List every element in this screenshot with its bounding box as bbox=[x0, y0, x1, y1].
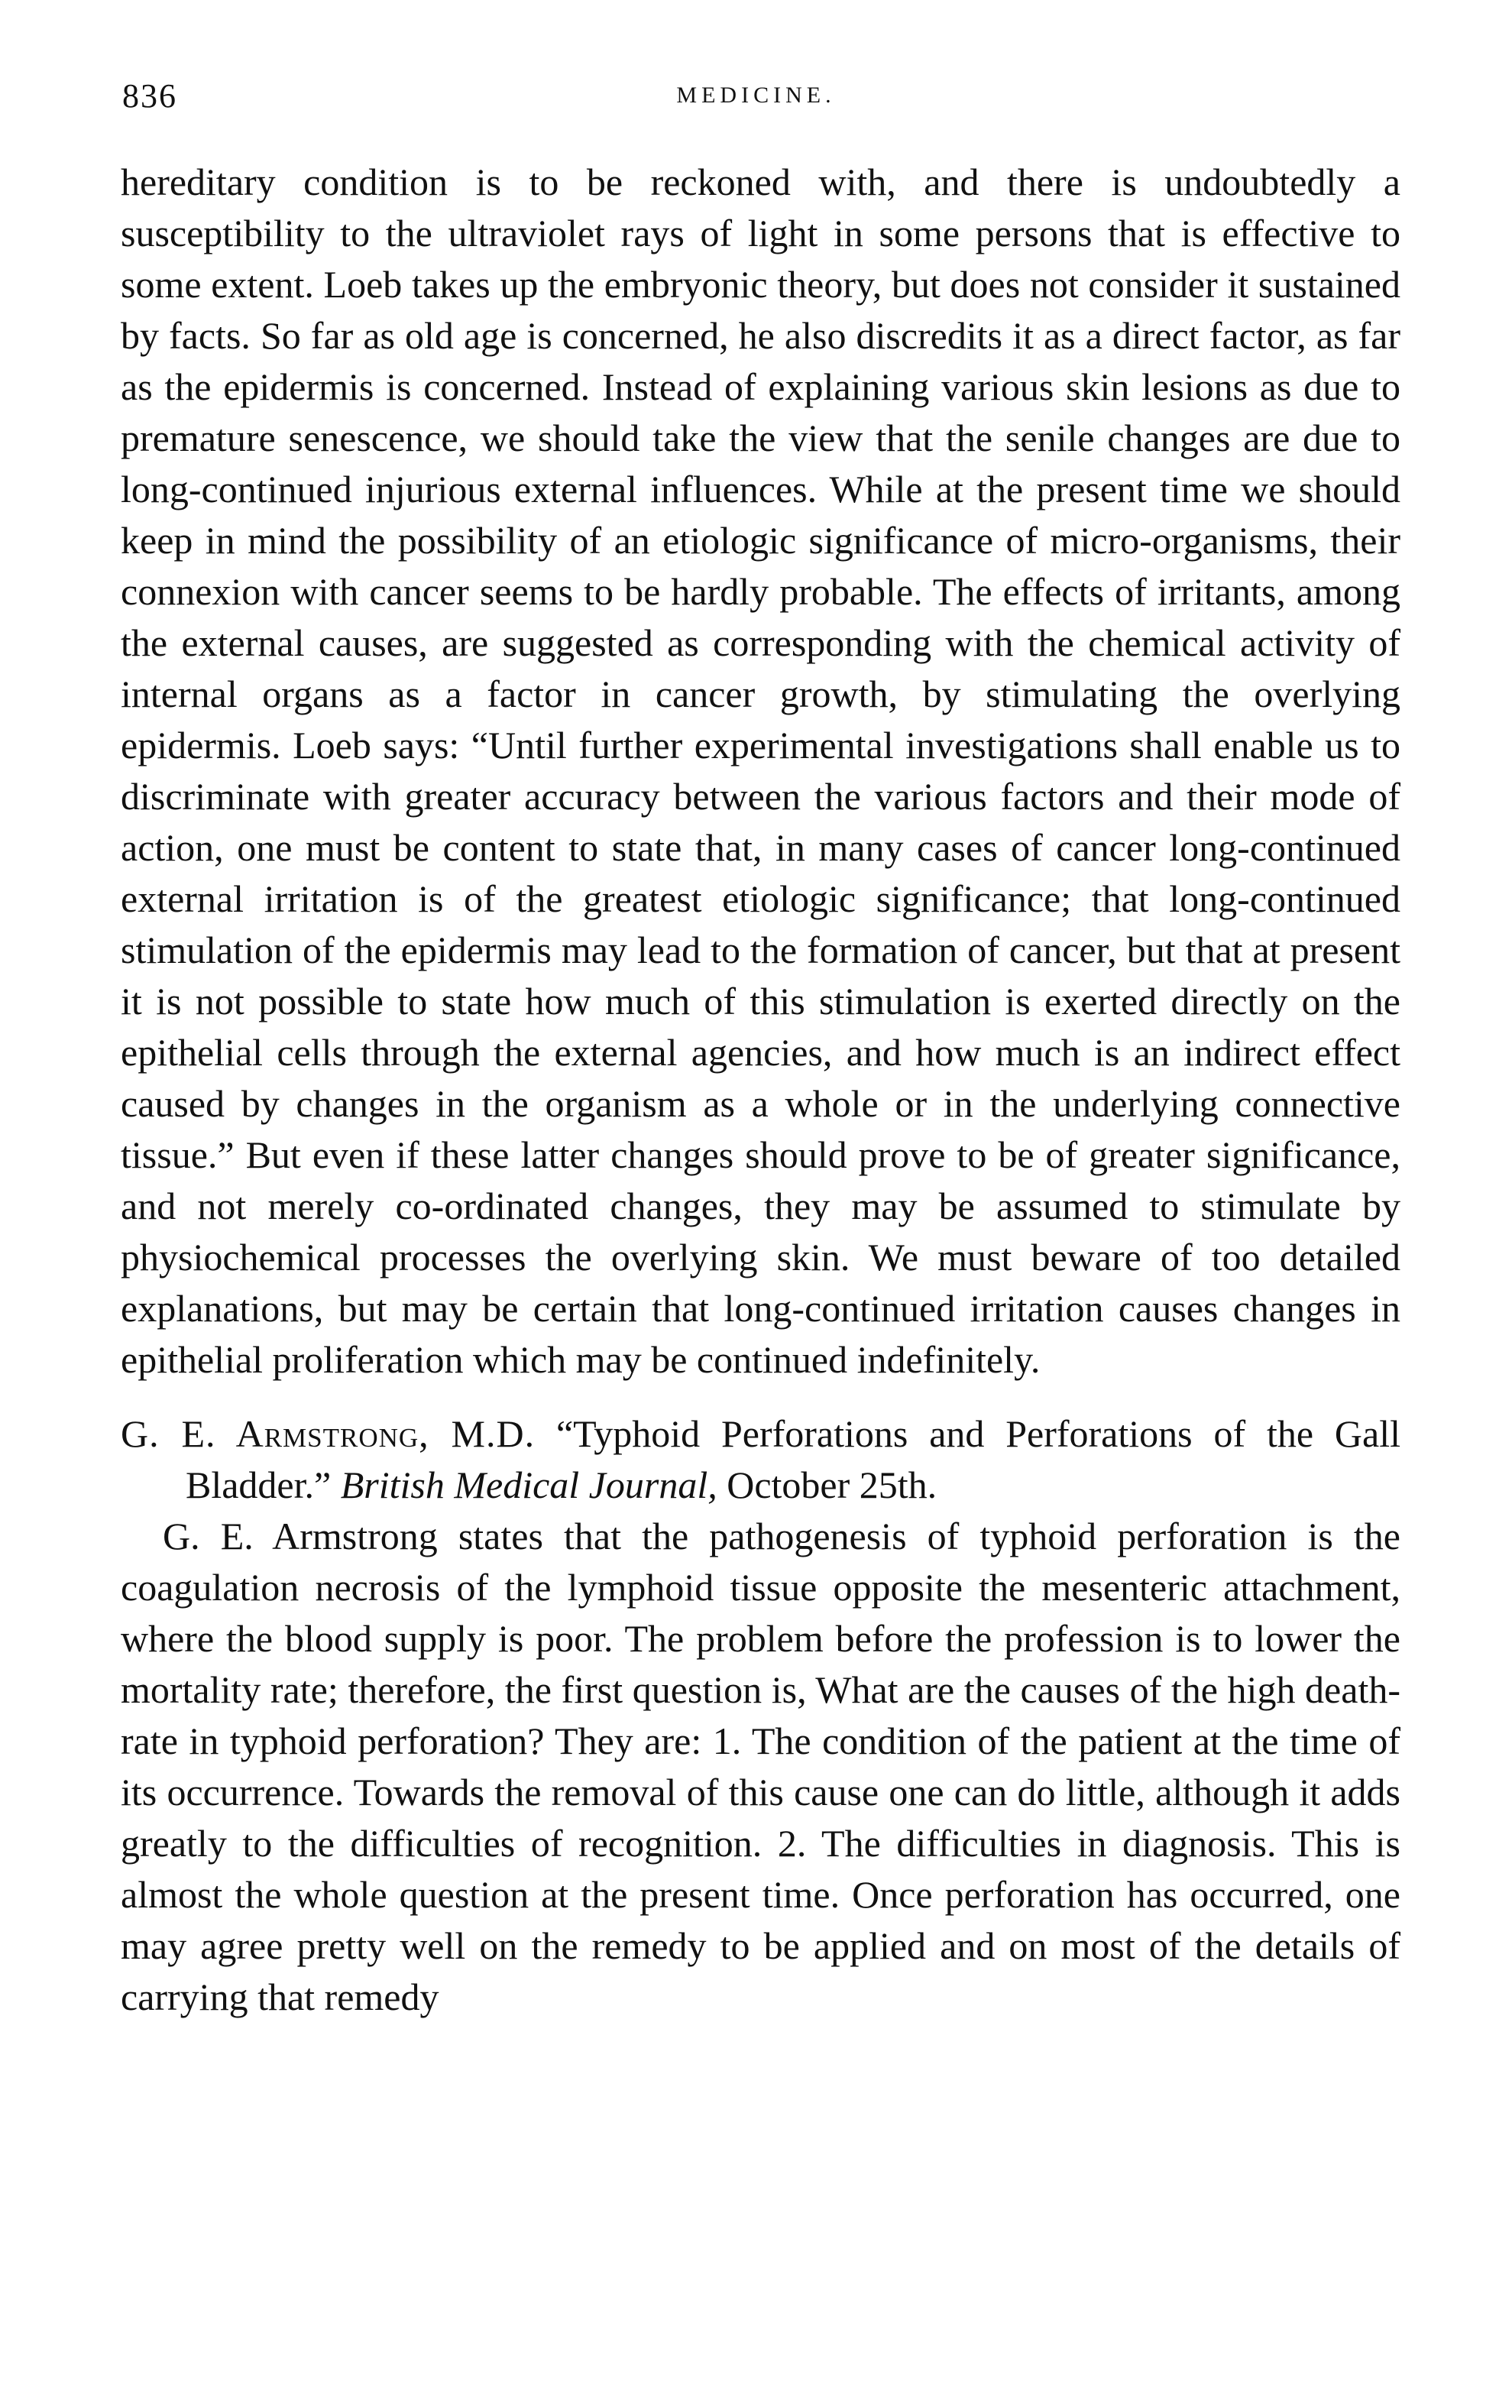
citation-author: G. E. Armstrong, M.D. bbox=[121, 1412, 536, 1455]
running-head: MEDICINE. bbox=[676, 83, 836, 108]
citation-title: “Typhoid Perforations and Perforations of the Gall Bladder.” bbox=[186, 1412, 1400, 1506]
body-text bbox=[121, 157, 1400, 2023]
page-number: 836 bbox=[122, 77, 177, 115]
paragraph-armstrong: G. E. Armstrong states that the pathogenesis of typhoid perforation is the coagulation necrosis of the lymphoid tissue opposite the mesenteric attachment, where the blood supply is poor. The problem before the profession is to lower the mortality rate; therefore, the first question is, What are the causes of the high death-rate in typhoid perforation? They are: 1. The condition of the patient at the time of its occurrence. Towards the removal of this cause one can do little, although it adds greatly to the difficulties of recognition. 2. The difficulties in diagnosis. This is almost the whole question at the present time. Once perforation has occurred, one may agree pretty well on the remedy to be applied and on most of the details of carrying that remedy bbox=[121, 1515, 1400, 2018]
citation bbox=[121, 1408, 1400, 1511]
paragraph-loeb: hereditary condition is to be reckoned with, and there is undoubtedly a susceptibility to the ultraviolet rays of light in some persons that is effective to some extent. Loeb takes up the embryonic theory, but does not consider it sustained by facts. So far as old age is concerned, he also discredits it as a direct factor, as far as the epidermis is concerned. Instead of explaining various skin lesions as due to premature senescence, we should take the view that the senile changes are due to long-continued injurious external influences. While at the present time we should keep in mind the possibility of an etiologic significance of micro-organisms, their connexion with cancer seems to be hardly probable. The effects of irritants, among the external causes, are suggested as corresponding with the chemical activity of internal organs as a factor in cancer growth, by stimulating the overlying epidermis. Loeb says: “Until further experimental investigations shall enable us to discriminate with greater accuracy between the various factors and their mode of action, one must be content to state that, in many cases of cancer long-continued external irritation is of the greatest etiologic significance; that long-continued stimulation of the epidermis may lead to the formation of cancer, but that at present it is not possible to state how much of this stimulation is exerted directly on the epithelial cells through the external agencies, and how much is an indirect effect caused by changes in the organism as a whole or in the underlying connective tissue.” But even if these latter changes should prove to be of greater significance, and not merely co-ordinated changes, they may be assumed to stimulate by physiochemical processes the overlying skin. We must beware of too detailed explanations, but may be certain that long-continued irritation causes changes in epithelial proliferation which may be continued indefinitely. bbox=[121, 160, 1400, 1381]
citation-journal: British Medical Journal, bbox=[340, 1463, 717, 1506]
citation-date: October 25th. bbox=[727, 1463, 937, 1506]
